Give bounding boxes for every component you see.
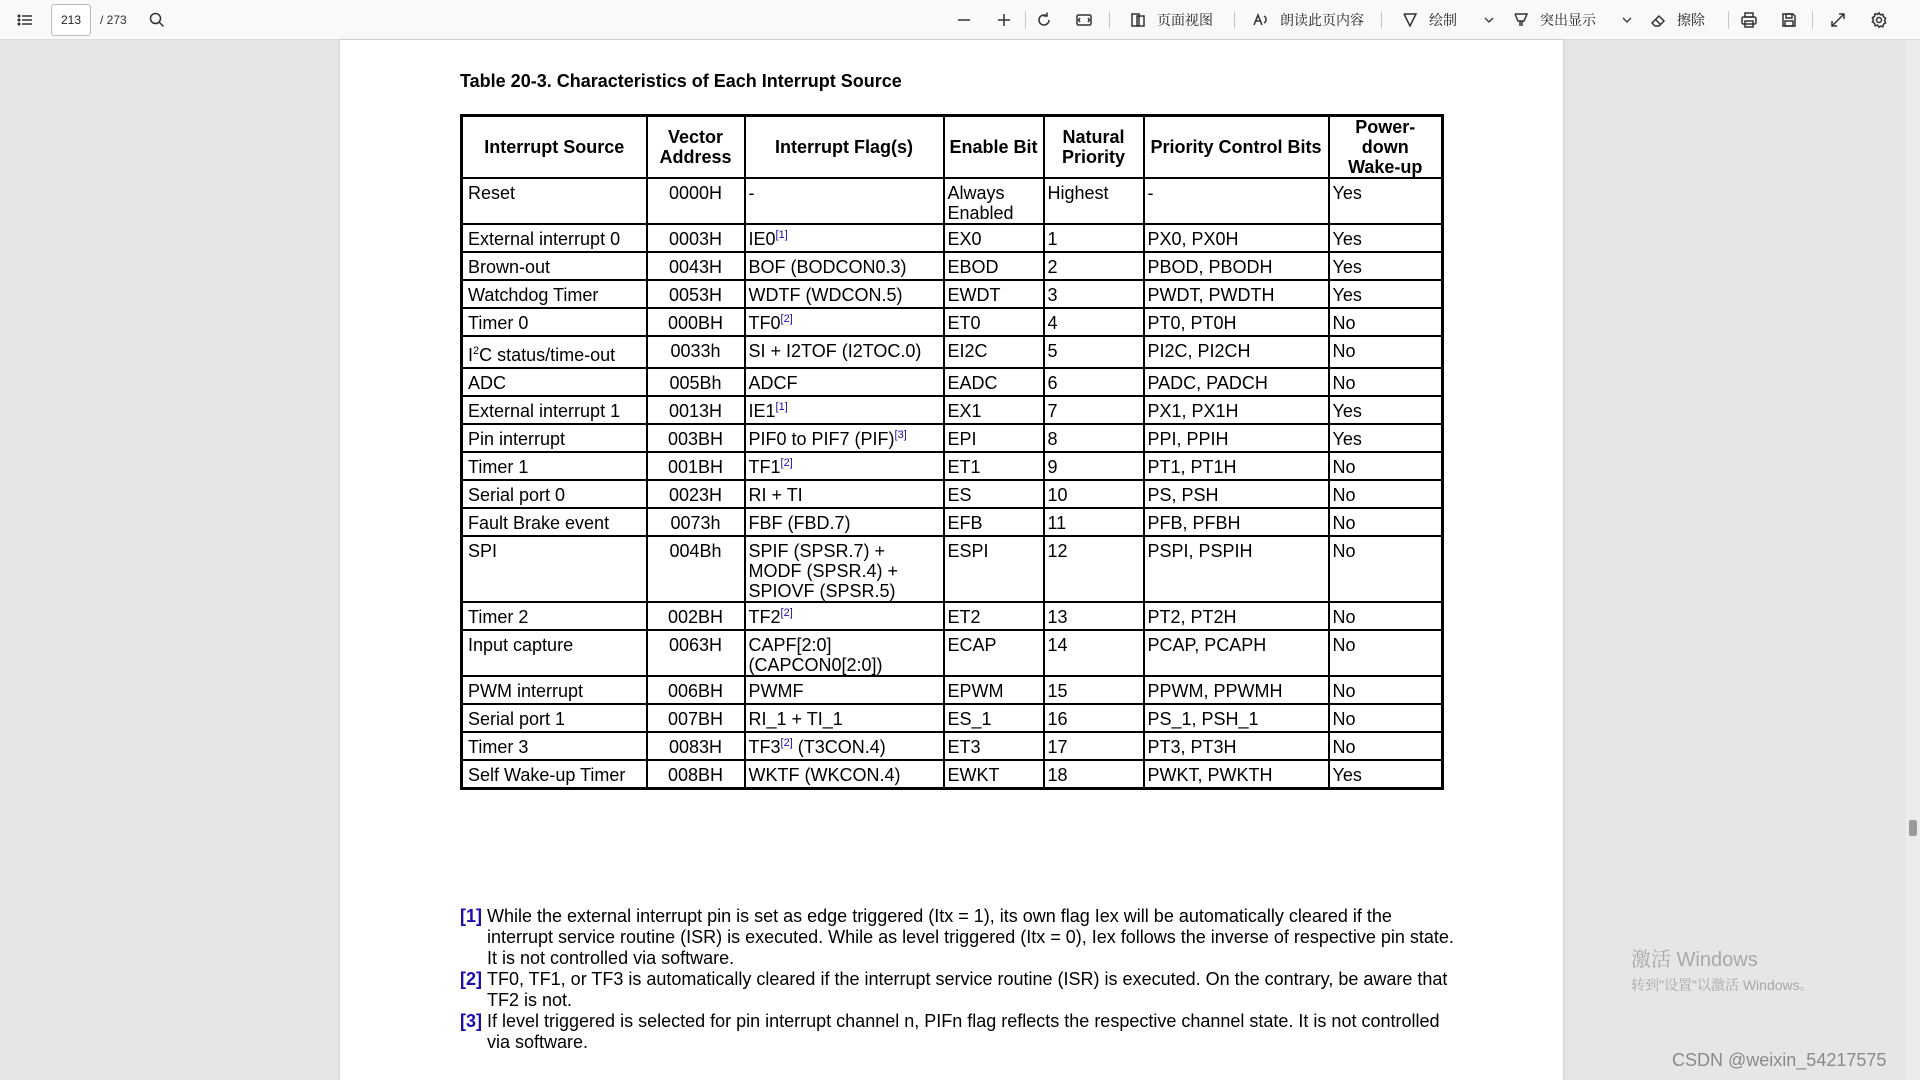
table-row	[462, 280, 1443, 308]
col-header-vector: Vector Address	[647, 116, 745, 179]
read-aloud-label: 朗读此页内容	[1280, 12, 1364, 28]
search-button[interactable]	[144, 0, 170, 40]
cell-vector: 0003H	[647, 224, 745, 252]
expand-icon	[1825, 7, 1851, 33]
col-header-wake: Power-down Wake-up	[1329, 116, 1443, 179]
table-title: Table 20-3. Characteristics of Each Interrupt Source	[460, 71, 902, 91]
chevron-down-icon	[1476, 7, 1502, 33]
toolbar-divider	[1109, 11, 1110, 29]
cell-flag: TF0[2]	[745, 308, 944, 336]
cell-enable: EX0	[944, 224, 1044, 252]
cell-vector: 0023H	[647, 480, 745, 508]
cell-wake: Yes	[1329, 424, 1443, 452]
table-row	[462, 224, 1443, 252]
cell-vector: 0033h	[647, 336, 745, 368]
cell-priority: 2	[1044, 252, 1144, 280]
cell-priority: 17	[1044, 732, 1144, 760]
eraser-icon	[1645, 7, 1671, 33]
cell-source: Serial port 0	[462, 480, 647, 508]
cell-control: PBOD, PBODH	[1144, 252, 1329, 280]
cell-source: Watchdog Timer	[462, 280, 647, 308]
toolbar-divider	[1812, 11, 1813, 29]
cell-vector: 007BH	[647, 704, 745, 732]
cell-enable: ES	[944, 480, 1044, 508]
cell-wake: No	[1329, 732, 1443, 760]
footnote-item	[460, 969, 1460, 1011]
cell-enable: ET1	[944, 452, 1044, 480]
page-view-button[interactable]	[1125, 0, 1213, 40]
csdn-watermark: CSDN @weixin_54217575	[1672, 1050, 1887, 1070]
cell-control: PT3, PT3H	[1144, 732, 1329, 760]
draw-button[interactable]	[1397, 0, 1457, 40]
cell-source: Pin interrupt	[462, 424, 647, 452]
chevron-down-icon	[1614, 7, 1640, 33]
cell-source: External interrupt 1	[462, 396, 647, 424]
cell-flag: FBF (FBD.7)	[745, 508, 944, 536]
cell-flag: ADCF	[745, 368, 944, 396]
printer-icon	[1736, 7, 1762, 33]
table-row	[462, 424, 1443, 452]
cell-wake: No	[1329, 368, 1443, 396]
cell-source: Timer 3	[462, 732, 647, 760]
footnote-ref-link[interactable]: [2]	[780, 313, 793, 325]
draw-icon	[1397, 7, 1423, 33]
highlighter-icon	[1508, 7, 1534, 33]
cell-control: PX1, PX1H	[1144, 396, 1329, 424]
cell-vector: 0000H	[647, 178, 745, 224]
gear-icon	[1866, 7, 1892, 33]
cell-wake: No	[1329, 676, 1443, 704]
cell-flag: SI + I2TOF (I2TOC.0)	[745, 336, 944, 368]
cell-source: Fault Brake event	[462, 508, 647, 536]
toolbar-divider	[1025, 11, 1026, 29]
cell-control: PT2, PT2H	[1144, 602, 1329, 630]
col-header-control: Priority Control Bits	[1144, 116, 1329, 179]
cell-priority: 18	[1044, 760, 1144, 788]
page-view-icon	[1125, 7, 1151, 33]
cell-vector: 0043H	[647, 252, 745, 280]
cell-priority: 12	[1044, 536, 1144, 602]
cell-wake: Yes	[1329, 760, 1443, 788]
erase-label: 擦除	[1677, 12, 1705, 28]
rotate-icon	[1031, 7, 1057, 33]
cell-vector: 005Bh	[647, 368, 745, 396]
cell-enable: EFB	[944, 508, 1044, 536]
cell-enable: ET2	[944, 602, 1044, 630]
cell-source: External interrupt 0	[462, 224, 647, 252]
cell-priority: 9	[1044, 452, 1144, 480]
windows-activation-subtitle: 转到"设置"以激活 Windows。	[1631, 977, 1814, 993]
cell-vector: 000BH	[647, 308, 745, 336]
cell-priority: 15	[1044, 676, 1144, 704]
cell-source: Serial port 1	[462, 704, 647, 732]
cell-priority: 10	[1044, 480, 1144, 508]
footnote-mark: [2]	[460, 969, 482, 989]
table-row	[462, 452, 1443, 480]
cell-source: Input capture	[462, 630, 647, 676]
col-header-priority: Natural Priority	[1044, 116, 1144, 179]
cell-flag: BOF (BODCON0.3)	[745, 252, 944, 280]
cell-source: Reset	[462, 178, 647, 224]
cell-flag: IE0[1]	[745, 224, 944, 252]
table-row	[462, 732, 1443, 760]
save-icon	[1776, 7, 1802, 33]
cell-enable: EWDT	[944, 280, 1044, 308]
zoom-out-button[interactable]	[951, 0, 977, 40]
cell-source: Timer 1	[462, 452, 647, 480]
fullscreen-button[interactable]	[1825, 0, 1851, 40]
cell-flag: RI + TI	[745, 480, 944, 508]
cell-wake: No	[1329, 704, 1443, 732]
fit-width-icon	[1071, 7, 1097, 33]
cell-source: Brown-out	[462, 252, 647, 280]
cell-control: PT1, PT1H	[1144, 452, 1329, 480]
footnote-ref-link[interactable]: [1]	[775, 401, 788, 413]
cell-priority: 7	[1044, 396, 1144, 424]
cell-source: ADC	[462, 368, 647, 396]
cell-control: PCAP, PCAPH	[1144, 630, 1329, 676]
cell-control: PS_1, PSH_1	[1144, 704, 1329, 732]
table-row	[462, 676, 1443, 704]
cell-flag: TF1[2]	[745, 452, 944, 480]
col-header-enable: Enable Bit	[944, 116, 1044, 179]
cell-enable: Always Enabled	[944, 178, 1044, 224]
cell-enable: EWKT	[944, 760, 1044, 788]
cell-flag: SPIF (SPSR.7) + MODF (SPSR.4) + SPIOVF (SPSR.5)	[745, 536, 944, 602]
contents-button[interactable]	[12, 0, 38, 40]
table-row	[462, 704, 1443, 732]
cell-vector: 0063H	[647, 630, 745, 676]
toolbar-divider	[1234, 11, 1235, 29]
cell-control: PWDT, PWDTH	[1144, 280, 1329, 308]
cell-vector: 003BH	[647, 424, 745, 452]
cell-flag: CAPF[2:0] (CAPCON0[2:0])	[745, 630, 944, 676]
cell-wake: No	[1329, 452, 1443, 480]
plus-icon	[991, 7, 1017, 33]
highlight-button[interactable]	[1508, 0, 1596, 40]
cell-enable: ES_1	[944, 704, 1044, 732]
highlight-options-dropdown[interactable]	[1614, 0, 1640, 40]
cell-priority: Highest	[1044, 178, 1144, 224]
cell-control: PX0, PX0H	[1144, 224, 1329, 252]
cell-vector: 0083H	[647, 732, 745, 760]
cell-wake: Yes	[1329, 178, 1443, 224]
footnote-mark: [1]	[460, 906, 482, 926]
cell-source: SPI	[462, 536, 647, 602]
table-row	[462, 508, 1443, 536]
col-header-flag: Interrupt Flag(s)	[745, 116, 944, 179]
cell-flag: WKTF (WKCON.4)	[745, 760, 944, 788]
settings-button[interactable]	[1866, 0, 1892, 40]
cell-vector: 0053H	[647, 280, 745, 308]
table-row	[462, 308, 1443, 336]
cell-enable: EPWM	[944, 676, 1044, 704]
cell-priority: 6	[1044, 368, 1144, 396]
cell-control: PPI, PPIH	[1144, 424, 1329, 452]
cell-enable: ESPI	[944, 536, 1044, 602]
cell-priority: 1	[1044, 224, 1144, 252]
col-header-source: Interrupt Source	[462, 116, 647, 179]
cell-flag: -	[745, 178, 944, 224]
cell-priority: 5	[1044, 336, 1144, 368]
cell-flag: WDTF (WDCON.5)	[745, 280, 944, 308]
document-viewport[interactable]	[0, 40, 1920, 1080]
cell-vector: 002BH	[647, 602, 745, 630]
draw-label: 绘制	[1429, 12, 1457, 28]
footnote-ref-link[interactable]: [2]	[780, 607, 793, 619]
rotate-button[interactable]	[1031, 0, 1057, 40]
cell-enable: EX1	[944, 396, 1044, 424]
read-aloud-button[interactable]	[1248, 0, 1364, 40]
search-icon	[144, 7, 170, 33]
toolbar-divider	[1728, 11, 1729, 29]
cell-wake: Yes	[1329, 252, 1443, 280]
windows-activation-watermark	[1631, 943, 1814, 995]
cell-wake: No	[1329, 308, 1443, 336]
cell-vector: 004Bh	[647, 536, 745, 602]
footnote-text: While the external interrupt pin is set as edge triggered (Itx = 1), its own flag Iex will be automatically cleared if the interrupt service routine (ISR) is executed. While as level triggered (Itx = 0), Iex follows the inverse of respective pin state. It is not controlled via software.	[487, 906, 1454, 968]
footnote-ref-link[interactable]: [3]	[894, 429, 907, 441]
footnote-mark: [3]	[460, 1011, 482, 1031]
cell-wake: No	[1329, 536, 1443, 602]
cell-vector: 001BH	[647, 452, 745, 480]
cell-control: PFB, PFBH	[1144, 508, 1329, 536]
cell-priority: 11	[1044, 508, 1144, 536]
footnote-item	[460, 906, 1460, 969]
cell-source: Self Wake-up Timer	[462, 760, 647, 788]
draw-options-dropdown[interactable]	[1476, 0, 1502, 40]
table-row	[462, 536, 1443, 602]
highlight-label: 突出显示	[1540, 12, 1596, 28]
cell-enable: ECAP	[944, 630, 1044, 676]
cell-enable: EI2C	[944, 336, 1044, 368]
footnote-text: TF0, TF1, or TF3 is automatically cleared if the interrupt service routine (ISR) is executed. On the contrary, be aware that TF2 is not.	[487, 969, 1448, 1010]
cell-flag: PIF0 to PIF7 (PIF)[3]	[745, 424, 944, 452]
pdf-toolbar	[0, 0, 1920, 40]
cell-priority: 13	[1044, 602, 1144, 630]
cell-enable: EBOD	[944, 252, 1044, 280]
cell-enable: ET0	[944, 308, 1044, 336]
list-icon	[12, 7, 38, 33]
cell-vector: 0013H	[647, 396, 745, 424]
table-row	[462, 480, 1443, 508]
print-button[interactable]	[1736, 0, 1762, 40]
table-row	[462, 602, 1443, 630]
cell-control: PI2C, PI2CH	[1144, 336, 1329, 368]
table-row	[462, 368, 1443, 396]
zoom-in-button[interactable]	[991, 0, 1017, 40]
footnote-text: If level triggered is selected for pin interrupt channel n, PIFn flag reflects the respective channel state. It is not controlled via software.	[487, 1011, 1440, 1052]
windows-activation-title: 激活 Windows	[1631, 949, 1758, 971]
cell-enable: ET3	[944, 732, 1044, 760]
page-total: / 273	[100, 13, 127, 27]
cell-source: Timer 0	[462, 308, 647, 336]
cell-wake: No	[1329, 508, 1443, 536]
cell-vector: 006BH	[647, 676, 745, 704]
cell-vector: 008BH	[647, 760, 745, 788]
toolbar-divider	[1381, 11, 1382, 29]
cell-priority: 16	[1044, 704, 1144, 732]
cell-enable: EPI	[944, 424, 1044, 452]
erase-button[interactable]	[1645, 0, 1705, 40]
cell-control: PSPI, PSPIH	[1144, 536, 1329, 602]
cell-control: PPWM, PPWMH	[1144, 676, 1329, 704]
cell-flag: TF2[2]	[745, 602, 944, 630]
cell-source: Timer 2	[462, 602, 647, 630]
cell-enable: EADC	[944, 368, 1044, 396]
table-row	[462, 336, 1443, 368]
cell-wake: No	[1329, 480, 1443, 508]
cell-source: PWM interrupt	[462, 676, 647, 704]
pdf-page	[340, 40, 1563, 1080]
cell-control: PT0, PT0H	[1144, 308, 1329, 336]
read-aloud-icon	[1248, 7, 1274, 33]
fit-page-button[interactable]	[1071, 0, 1097, 40]
cell-priority: 8	[1044, 424, 1144, 452]
footnote-ref-link[interactable]: [1]	[775, 229, 788, 241]
cell-control: PS, PSH	[1144, 480, 1329, 508]
table-row	[462, 760, 1443, 788]
footnote-ref-link[interactable]: [2]	[780, 457, 793, 469]
cell-wake: No	[1329, 602, 1443, 630]
save-button[interactable]	[1776, 0, 1802, 40]
table-row	[462, 630, 1443, 676]
cell-vector: 0073h	[647, 508, 745, 536]
vertical-scrollbar[interactable]	[1906, 40, 1920, 1080]
cell-wake: Yes	[1329, 224, 1443, 252]
cell-source: $I^2C$ status/time-out	[462, 336, 647, 368]
cell-control: PWKT, PWKTH	[1144, 760, 1329, 788]
footnotes	[460, 906, 1460, 1053]
cell-priority: 14	[1044, 630, 1144, 676]
cell-wake: No	[1329, 336, 1443, 368]
table-row	[462, 178, 1443, 224]
table-row	[462, 396, 1443, 424]
footnote-item	[460, 1011, 1460, 1053]
page-number-input[interactable]: 213	[51, 4, 91, 36]
cell-flag: IE1[1]	[745, 396, 944, 424]
table-row	[462, 252, 1443, 280]
cell-priority: 3	[1044, 280, 1144, 308]
cell-control: -	[1144, 178, 1329, 224]
interrupt-table	[460, 114, 1444, 790]
cell-wake: Yes	[1329, 280, 1443, 308]
cell-wake: No	[1329, 630, 1443, 676]
page-view-label: 页面视图	[1157, 12, 1213, 28]
cell-flag: PWMF	[745, 676, 944, 704]
cell-control: PADC, PADCH	[1144, 368, 1329, 396]
table-header-row	[462, 116, 1443, 179]
cell-flag: TF3[2] (T3CON.4)	[745, 732, 944, 760]
minus-icon	[951, 7, 977, 33]
footnote-ref-link[interactable]: [2]	[780, 737, 793, 749]
cell-wake: Yes	[1329, 396, 1443, 424]
cell-flag: RI_1 + TI_1	[745, 704, 944, 732]
cell-priority: 4	[1044, 308, 1144, 336]
scrollbar-thumb[interactable]	[1909, 820, 1917, 836]
